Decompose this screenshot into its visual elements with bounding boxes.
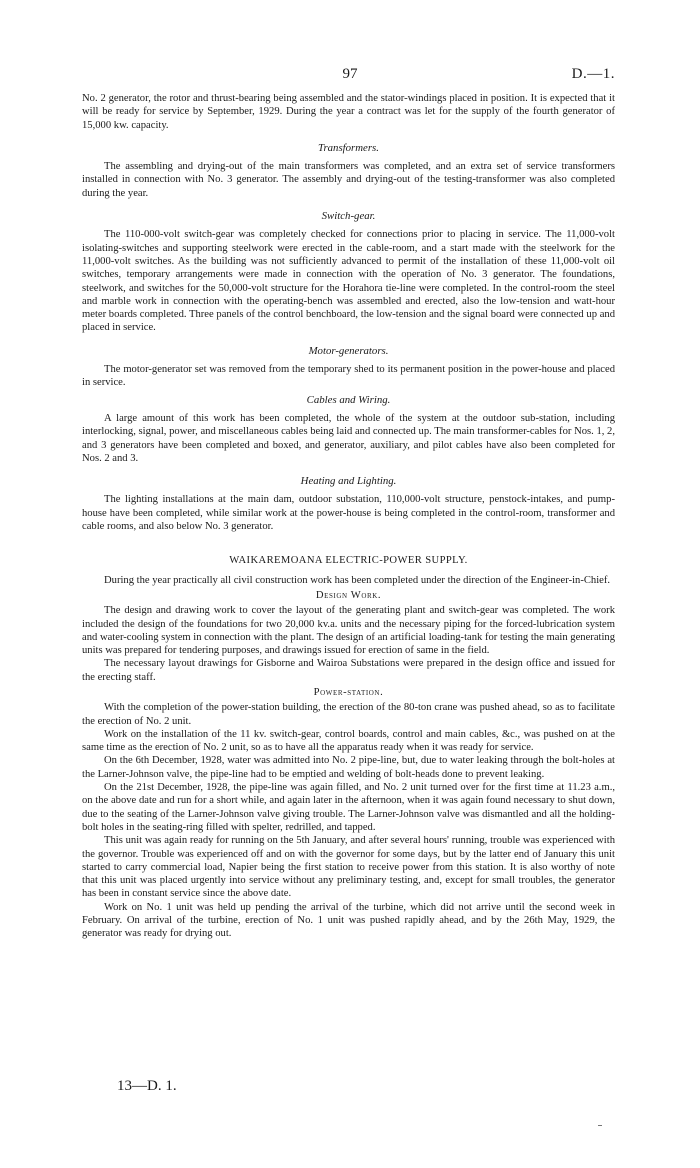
scan-mark <box>598 1125 602 1126</box>
heading-waikaremoana: WAIKAREMOANA ELECTRIC-POWER SUPPLY. <box>229 555 468 567</box>
intro-paragraph: No. 2 generator, the rotor and thrust-bearing being assembled and the stator-windings placed in position. It is expected that it will be ready for service by September, 1929. During the year a contract was let for the supply of the fourth generator of 15,000 kw. capacity. <box>82 93 615 131</box>
heating-lighting-paragraph: The lighting installations at the main dam, outdoor substation, 110,000-volt structure, penstock-intakes, and pump-house have been completed, while similar work at the power-house is being completed in the control-room, transformer and cable rooms, and also below No. 3 generator. <box>82 494 615 533</box>
motor-generators-paragraph: The motor-generator set was removed from the temporary shed to its permanent position in the power-house and placed in service. <box>82 364 615 389</box>
power-station-paragraph-2: Work on the installation of the 11 kv. switch-gear, control boards, control and main cables, &c., was pushed on at the same time as the erection of No. 2 unit, so as to have all the apparatus ready when it was ready for service. <box>82 728 615 754</box>
footer-signature: 13—D. 1. <box>117 1078 177 1094</box>
power-station-paragraph-1: With the completion of the power-station building, the erection of the 80-ton crane was pushed ahead, so as to facilitate the erection of No. 2 unit. <box>82 702 615 727</box>
design-paragraph-2: The necessary layout drawings for Gisborne and Wairoa Substations were prepared in the design office and issued for the erecting staff. <box>82 658 615 683</box>
heading-switchgear: Switch-gear. <box>321 210 376 223</box>
heading-motor-generators: Motor-generators. <box>308 344 389 357</box>
heading-power-station: Power-station. <box>313 686 384 698</box>
design-paragraph-1: The design and drawing work to cover the layout of the generating plant and switch-gear was completed. The work included the design of the foundations for two 20,000 kv.a. units and the necessary piping for the forced-lubrication system and water-cooling system in connection with the plant. The design of an artificial loading-tank for testing the main generating units was prepared for tendering purposes, and drawings issued for erection of same in the field. <box>82 605 615 657</box>
heading-design-work: Design Work. <box>315 589 382 601</box>
waikaremoana-paragraph: During the year practically all civil construction work has been completed under the direction of the Engineer-in-Chief. <box>104 574 611 586</box>
heading-heating-lighting: Heating and Lighting. <box>300 475 397 488</box>
cables-wiring-paragraph: A large amount of this work has been completed, the whole of the system at the outdoor sub-station, including interlocking, signal, power, and miscellaneous cables being laid and connected up. The main transformer-cables for Nos. 1, 2, and 3 generators have been completed and boxed, and generator, auxiliary, and pilot cables have also been completed for Nos. 2 and 3. <box>82 412 615 464</box>
heading-transformers: Transformers. <box>318 141 379 154</box>
power-station-paragraph-3: On the 6th December, 1928, water was admitted into No. 2 pipe-line, but, due to water leaking through the bolt-holes at the Larner-Johnson valve, the pipe-line had to be emptied and welding of bolt-heads done to prevent leaking. <box>82 755 615 780</box>
page-number: 97 <box>342 66 358 82</box>
page-body <box>82 92 615 941</box>
document-code: D.—1. <box>571 66 615 82</box>
power-station-paragraph-5: This unit was again ready for running on the 5th January, and after several hours' running, trouble was experienced with the governor. Trouble was experienced off and on with the governor for some days, but by the latter end of January this unit started to carry commercial load, Napier being the first station to receive power from this station. It is also worthy of note that this unit was placed urgently into service without any preliminary testing, and, except for small troubles, the generator has been in constant service since the above date. <box>82 835 615 900</box>
power-station-paragraph-6: Work on No. 1 unit was held up pending the arrival of the turbine, which did not arrive until the second week in February. On arrival of the turbine, erection of No. 1 unit was pushed rapidly ahead, and by the 26th May, 1929, the generator was ready for drying out. <box>82 901 615 940</box>
power-station-paragraph-4: On the 21st December, 1928, the pipe-line was again filled, and No. 2 unit turned over for the first time at 11.23 a.m., on the above date and run for a short while, and again later in the afternoon, when it was again found necessary to shut down, due to the seating of the Larner-Johnson valve giving trouble. The Larner-Johnson valve was dismantled and all the holding-bolt holes in the seating-ring filled with spelter, redrilled, and tapped. <box>82 782 615 833</box>
heading-cables-wiring: Cables and Wiring. <box>306 393 391 406</box>
switchgear-paragraph: The 110-000-volt switch-gear was completely checked for connections prior to placing in service. The 11,000-volt isolating-switches and supporting steelwork were erected in the cable-room, and a start made with the steelwork for the 11,000-volt switches. As the building was not sufficiently advanced to permit of the installation of these 11,000-volt oil switches, temporary arrangements were made in connection with the operation of No. 3 generator. The foundations, steelwork, and switches for the 50,000-volt structure for the Horahora tie-line were completed. In the control-room the steel and marble work in connection with the operating-bench was assembled and erected, also the low-tension and watt-hour meter boards completed. Three panels of the control benchboard, the low-tension and the signal board were connected up and placed in service. <box>82 229 615 334</box>
transformers-paragraph: The assembling and drying-out of the main transformers was completed, and an extra set of service transformers installed in connection with No. 3 generator. The assembly and drying-out of the testing-transformer was also completed during the year. <box>82 161 615 199</box>
